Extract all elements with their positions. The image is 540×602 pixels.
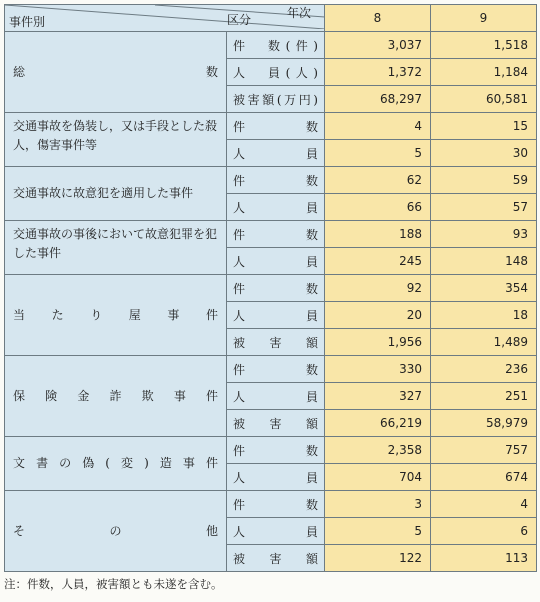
item-label-cell: 人 員 <box>227 383 325 410</box>
item-label-cell: 被害額(万円) <box>227 86 325 113</box>
item-label-cell: 件 数(件) <box>227 32 325 59</box>
value-cell-y8: 4 <box>325 113 431 140</box>
item-label-cell: 人 員 <box>227 464 325 491</box>
value-cell-y8: 327 <box>325 383 431 410</box>
value-cell-y8: 188 <box>325 221 431 248</box>
value-cell-y8: 20 <box>325 302 431 329</box>
value-cell-y9: 57 <box>431 194 537 221</box>
value-cell-y8: 62 <box>325 167 431 194</box>
item-label-cell: 件 数 <box>227 356 325 383</box>
value-cell-y8: 92 <box>325 275 431 302</box>
item-label-cell: 件 数 <box>227 167 325 194</box>
item-label-cell: 人 員 <box>227 194 325 221</box>
item-label-cell: 人 員(人) <box>227 59 325 86</box>
value-cell-y9: 4 <box>431 491 537 518</box>
value-cell-y9: 251 <box>431 383 537 410</box>
table-row <box>5 491 537 518</box>
item-label-cell: 人 員 <box>227 518 325 545</box>
table-row <box>5 275 537 302</box>
item-label-cell: 被害額 <box>227 545 325 572</box>
value-cell-y9: 30 <box>431 140 537 167</box>
value-cell-y9: 674 <box>431 464 537 491</box>
value-cell-y8: 330 <box>325 356 431 383</box>
value-cell-y9: 1,489 <box>431 329 537 356</box>
value-cell-y8: 2,358 <box>325 437 431 464</box>
table-row <box>5 167 537 194</box>
category-cell: 保険金詐欺事件 <box>5 356 227 437</box>
value-cell-y9: 15 <box>431 113 537 140</box>
diagonal-lines <box>5 5 325 29</box>
value-cell-y9: 1,518 <box>431 32 537 59</box>
value-cell-y8: 704 <box>325 464 431 491</box>
table-row <box>5 32 537 59</box>
table-row <box>5 113 537 140</box>
value-cell-y8: 245 <box>325 248 431 275</box>
table-row <box>5 437 537 464</box>
category-cell: 交通事故を偽装し，又は手段とした殺人，傷害事件等 <box>5 113 227 167</box>
value-cell-y8: 66 <box>325 194 431 221</box>
item-label-cell: 被害額 <box>227 329 325 356</box>
value-cell-y9: 1,184 <box>431 59 537 86</box>
item-label-cell: 件 数 <box>227 437 325 464</box>
category-cell: 文書の偽(変)造事件 <box>5 437 227 491</box>
header-year-9: 9 <box>431 5 537 32</box>
value-cell-y8: 122 <box>325 545 431 572</box>
crime-statistics-table <box>4 4 537 572</box>
header-row <box>5 5 537 32</box>
value-cell-y9: 757 <box>431 437 537 464</box>
value-cell-y9: 148 <box>431 248 537 275</box>
value-cell-y8: 5 <box>325 518 431 545</box>
item-label-cell: 件 数 <box>227 221 325 248</box>
category-cell: 総 数 <box>5 32 227 113</box>
value-cell-y8: 1,372 <box>325 59 431 86</box>
category-cell: 交通事故に故意犯を適用した事件 <box>5 167 227 221</box>
value-cell-y9: 59 <box>431 167 537 194</box>
value-cell-y8: 3,037 <box>325 32 431 59</box>
item-label-cell: 人 員 <box>227 302 325 329</box>
item-label-cell: 件 数 <box>227 275 325 302</box>
statistics-table-container <box>4 4 536 592</box>
item-label-cell: 件 数 <box>227 491 325 518</box>
value-cell-y8: 1,956 <box>325 329 431 356</box>
header-corner-cell <box>5 5 325 32</box>
item-label-cell: 人 員 <box>227 140 325 167</box>
table-row <box>5 221 537 248</box>
value-cell-y8: 3 <box>325 491 431 518</box>
value-cell-y9: 60,581 <box>431 86 537 113</box>
table-body <box>5 32 537 572</box>
category-cell: 当たり屋事件 <box>5 275 227 356</box>
item-label-cell: 件 数 <box>227 113 325 140</box>
value-cell-y8: 68,297 <box>325 86 431 113</box>
value-cell-y9: 58,979 <box>431 410 537 437</box>
value-cell-y9: 18 <box>431 302 537 329</box>
value-cell-y8: 5 <box>325 140 431 167</box>
value-cell-y9: 93 <box>431 221 537 248</box>
item-label-cell: 被害額 <box>227 410 325 437</box>
category-cell: そ の 他 <box>5 491 227 572</box>
value-cell-y9: 354 <box>431 275 537 302</box>
header-year-8: 8 <box>325 5 431 32</box>
value-cell-y9: 6 <box>431 518 537 545</box>
item-label-cell: 人 員 <box>227 248 325 275</box>
header-division: 区分 <box>227 13 252 27</box>
value-cell-y8: 66,219 <box>325 410 431 437</box>
category-cell: 交通事故の事後において故意犯罪を犯した事件 <box>5 221 227 275</box>
value-cell-y9: 113 <box>431 545 537 572</box>
footnote: 注：件数，人員，被害額とも未遂を含む。 <box>4 577 223 591</box>
header-year-label: 年次 <box>287 6 312 20</box>
header-case-type: 事件別 <box>9 15 46 29</box>
table-row <box>5 356 537 383</box>
value-cell-y9: 236 <box>431 356 537 383</box>
